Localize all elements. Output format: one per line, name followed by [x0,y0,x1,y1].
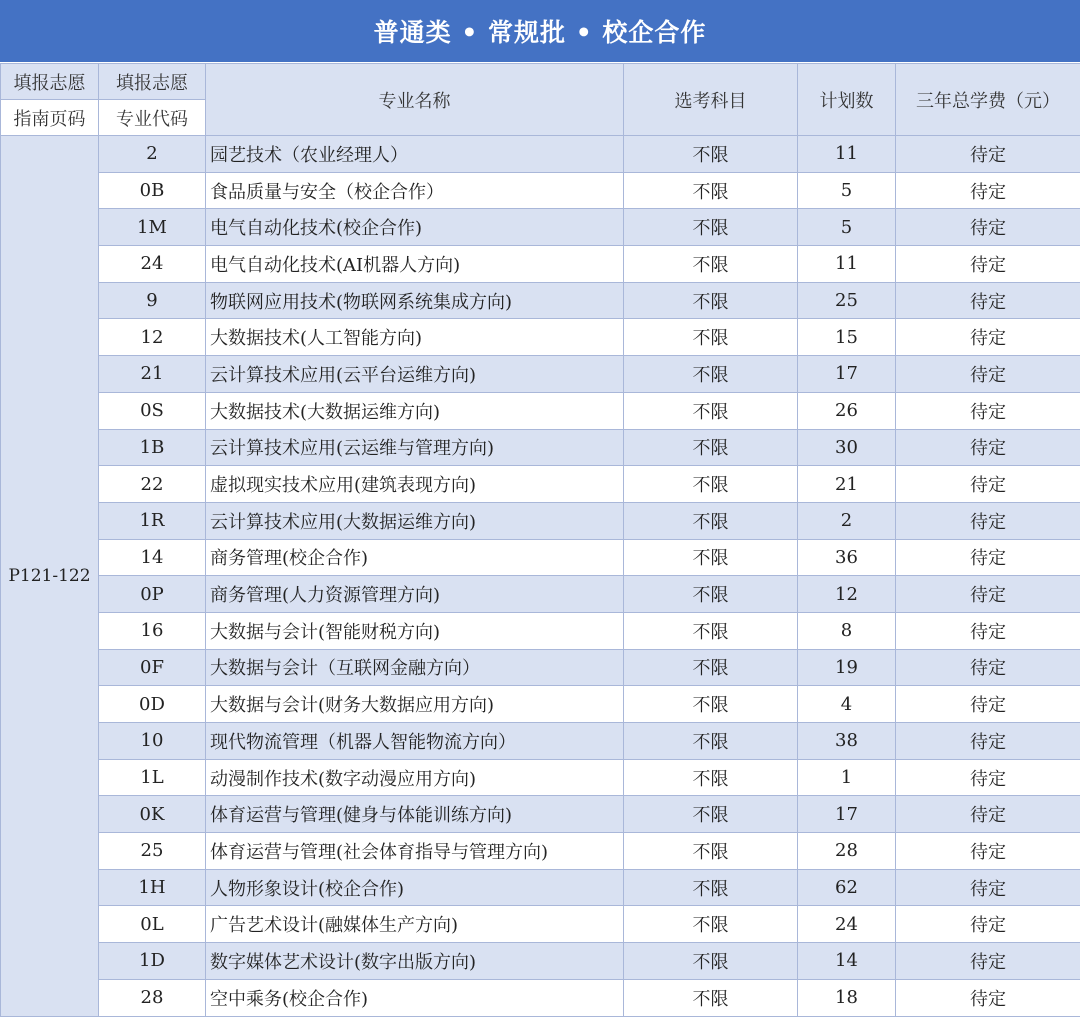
tuition-cell: 待定 [896,356,1080,393]
tuition-cell: 待定 [896,943,1080,980]
major-code-cell: 1M [99,209,206,246]
table-row [1,392,1080,429]
subjects-cell: 不限 [624,833,798,870]
major-code-cell: 16 [99,612,206,649]
plan-cell: 28 [798,833,896,870]
major-code-cell: 0L [99,906,206,943]
tuition-cell: 待定 [896,906,1080,943]
subjects-cell: 不限 [624,246,798,283]
major-code-cell: 0K [99,796,206,833]
table-row [1,356,1080,393]
plan-cell: 17 [798,356,896,393]
tuition-cell: 待定 [896,539,1080,576]
major-code-cell: 0D [99,686,206,723]
subjects-cell: 不限 [624,686,798,723]
tuition-cell: 待定 [896,246,1080,283]
tuition-cell: 待定 [896,209,1080,246]
major-code-cell: 9 [99,282,206,319]
major-name-cell: 云计算技术应用(云平台运维方向) [206,356,624,393]
plan-cell: 30 [798,429,896,466]
major-code-cell: 0S [99,392,206,429]
major-code-cell: 1D [99,943,206,980]
table-row [1,246,1080,283]
major-name-cell: 电气自动化技术(AI机器人方向) [206,246,624,283]
major-code-cell: 1L [99,759,206,796]
plan-cell: 15 [798,319,896,356]
subjects-cell: 不限 [624,356,798,393]
tuition-cell: 待定 [896,759,1080,796]
major-name-cell: 云计算技术应用(云运维与管理方向) [206,429,624,466]
subjects-cell: 不限 [624,539,798,576]
tuition-cell: 待定 [896,136,1080,173]
table-row [1,979,1080,1016]
plan-cell: 26 [798,392,896,429]
tuition-cell: 待定 [896,686,1080,723]
tuition-cell: 待定 [896,466,1080,503]
major-name-cell: 现代物流管理（机器人智能物流方向） [206,723,624,760]
major-name-cell: 体育运营与管理(社会体育指导与管理方向) [206,833,624,870]
subjects-cell: 不限 [624,723,798,760]
table-row [1,502,1080,539]
header-subjects: 选考科目 [624,64,798,136]
major-code-cell: 24 [99,246,206,283]
header-major-name: 专业名称 [206,64,624,136]
major-name-cell: 物联网应用技术(物联网系统集成方向) [206,282,624,319]
subjects-cell: 不限 [624,869,798,906]
header-guide-page-bottom: 指南页码 [1,100,99,136]
plan-cell: 25 [798,282,896,319]
subjects-cell: 不限 [624,943,798,980]
major-code-cell: 0B [99,172,206,209]
plan-cell: 62 [798,869,896,906]
tuition-cell: 待定 [896,796,1080,833]
subjects-cell: 不限 [624,136,798,173]
table-row [1,796,1080,833]
plan-cell: 17 [798,796,896,833]
major-code-cell: 22 [99,466,206,503]
subjects-cell: 不限 [624,759,798,796]
subjects-cell: 不限 [624,172,798,209]
major-code-cell: 12 [99,319,206,356]
major-name-cell: 大数据技术(大数据运维方向) [206,392,624,429]
table-row [1,833,1080,870]
tuition-cell: 待定 [896,172,1080,209]
table-row [1,576,1080,613]
major-code-cell: 1R [99,502,206,539]
major-code-cell: 0F [99,649,206,686]
subjects-cell: 不限 [624,649,798,686]
major-name-cell: 商务管理(校企合作) [206,539,624,576]
tuition-cell: 待定 [896,979,1080,1016]
subjects-cell: 不限 [624,319,798,356]
table-row [1,209,1080,246]
subjects-cell: 不限 [624,576,798,613]
major-code-cell: 1B [99,429,206,466]
major-name-cell: 广告艺术设计(融媒体生产方向) [206,906,624,943]
table-row [1,723,1080,760]
major-name-cell: 虚拟现实技术应用(建筑表现方向) [206,466,624,503]
major-code-cell: 21 [99,356,206,393]
major-name-cell: 园艺技术（农业经理人） [206,136,624,173]
subjects-cell: 不限 [624,502,798,539]
plan-cell: 5 [798,209,896,246]
table-row [1,612,1080,649]
subjects-cell: 不限 [624,282,798,319]
header-guide-page-top: 填报志愿 [1,64,99,100]
plan-cell: 21 [798,466,896,503]
major-name-cell: 大数据技术(人工智能方向) [206,319,624,356]
table-row [1,943,1080,980]
major-code-cell: 14 [99,539,206,576]
subjects-cell: 不限 [624,906,798,943]
tuition-cell: 待定 [896,649,1080,686]
major-name-cell: 电气自动化技术(校企合作) [206,209,624,246]
major-code-cell: 28 [99,979,206,1016]
table-row [1,906,1080,943]
plan-cell: 38 [798,723,896,760]
subjects-cell: 不限 [624,392,798,429]
table-row [1,649,1080,686]
header-major-code-top: 填报志愿 [99,64,206,100]
table-row [1,539,1080,576]
header-tuition: 三年总学费（元） [896,64,1080,136]
plan-cell: 11 [798,136,896,173]
major-name-cell: 人物形象设计(校企合作) [206,869,624,906]
major-code-cell: 2 [99,136,206,173]
subjects-cell: 不限 [624,796,798,833]
plan-cell: 8 [798,612,896,649]
tuition-cell: 待定 [896,869,1080,906]
guide-page-cell: P121-122 [1,136,99,1017]
major-code-cell: 10 [99,723,206,760]
tuition-cell: 待定 [896,723,1080,760]
table-row [1,319,1080,356]
tuition-cell: 待定 [896,282,1080,319]
major-name-cell: 大数据与会计（互联网金融方向） [206,649,624,686]
plan-cell: 4 [798,686,896,723]
major-code-cell: 0P [99,576,206,613]
table-row [1,429,1080,466]
subjects-cell: 不限 [624,466,798,503]
tuition-cell: 待定 [896,833,1080,870]
plan-cell: 14 [798,943,896,980]
tuition-cell: 待定 [896,429,1080,466]
tuition-cell: 待定 [896,576,1080,613]
subjects-cell: 不限 [624,429,798,466]
subjects-cell: 不限 [624,979,798,1016]
plan-cell: 24 [798,906,896,943]
table-row [1,466,1080,503]
majors-table [0,63,1080,1017]
table-row [1,172,1080,209]
major-name-cell: 动漫制作技术(数字动漫应用方向) [206,759,624,796]
plan-cell: 19 [798,649,896,686]
major-code-cell: 1H [99,869,206,906]
tuition-cell: 待定 [896,502,1080,539]
plan-cell: 18 [798,979,896,1016]
table-row [1,136,1080,173]
plan-cell: 36 [798,539,896,576]
header-plan: 计划数 [798,64,896,136]
major-name-cell: 商务管理(人力资源管理方向) [206,576,624,613]
subjects-cell: 不限 [624,209,798,246]
table-row [1,282,1080,319]
major-code-cell: 25 [99,833,206,870]
plan-cell: 1 [798,759,896,796]
table-title: 普通类 • 常规批 • 校企合作 [0,0,1080,63]
plan-cell: 12 [798,576,896,613]
tuition-cell: 待定 [896,392,1080,429]
tuition-cell: 待定 [896,612,1080,649]
plan-cell: 11 [798,246,896,283]
header-row-top [1,64,1080,100]
tuition-cell: 待定 [896,319,1080,356]
table-row [1,686,1080,723]
major-name-cell: 数字媒体艺术设计(数字出版方向) [206,943,624,980]
major-name-cell: 云计算技术应用(大数据运维方向) [206,502,624,539]
table-row [1,759,1080,796]
major-name-cell: 大数据与会计(智能财税方向) [206,612,624,649]
header-major-code-bottom: 专业代码 [99,100,206,136]
table-row [1,869,1080,906]
plan-cell: 5 [798,172,896,209]
subjects-cell: 不限 [624,612,798,649]
major-name-cell: 食品质量与安全（校企合作） [206,172,624,209]
major-name-cell: 体育运营与管理(健身与体能训练方向) [206,796,624,833]
major-name-cell: 空中乘务(校企合作) [206,979,624,1016]
plan-cell: 2 [798,502,896,539]
major-name-cell: 大数据与会计(财务大数据应用方向) [206,686,624,723]
